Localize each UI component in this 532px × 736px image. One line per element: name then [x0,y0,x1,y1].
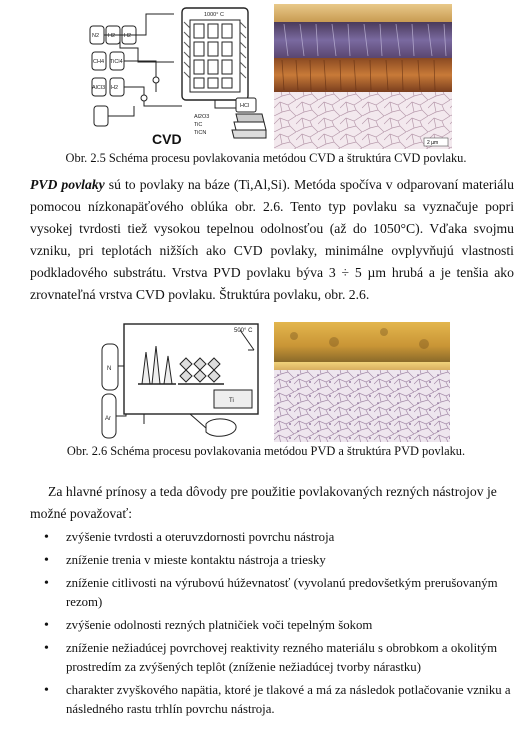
cvd-layer-3: TiCN [194,130,207,136]
figure-caption-cvd: Obr. 2.5 Schéma procesu povlakovania metódou CVD a štruktúra CVD povlaku. [65,151,467,165]
micro-scale-label: 2 µm [427,140,439,146]
pvd-gas-n: N [107,366,112,372]
cvd-hcl-label: HCl [240,103,250,109]
cvd-micrograph [274,4,452,149]
pvd-paragraph-text: sú to povlaky na báze (Ti,Al,Si). Metóda spočíva v odparovaní materiálu pomocou nízkonapäťového oblúka obr. 2.6. Tento typ povlaku sa vyznačuje popri vysokej tvrdosti tiež vysokou tepelnou odolnosťou (až do 1050°C). Vďaka svojmu vzniku, pri teplotách nižších ako CVD povlaky, minimálne ovplyvňujú vlastnosti podkladového substrátu. Vrstva PVD povlaku býva 3 ÷ 5 µm hrubá a je tenšia ako zrovnateľná vrstva CVD povlaku. Štruktúra povlaku, obr. 2.6. [30,177,514,302]
gas-bottles [90,26,136,126]
pvd-schematic [94,320,264,442]
list-item: • zvýšenie odolnosti rezných platničiek voči tepelným šokom [38,616,518,635]
cvd-diagram-title: CVD [152,131,182,147]
cvd-valve-6: AlCl3 [92,85,106,91]
pvd-micrograph [274,322,450,442]
cvd-valve-4: CH4 [93,59,105,65]
cvd-layer-1: Al2O3 [194,114,210,120]
benefits-intro: Za hlavné prínosy a teda dôvody pre použitie povlakovaných rezných nástrojov je možné považovať: [30,484,497,521]
pvd-term: PVD povlaky [30,177,105,192]
cvd-valve-5: TiCl4 [110,59,123,65]
pvd-furnace-temp: 500° C [234,328,253,334]
cvd-valve-3: H2 [124,33,132,39]
benefits-list [38,528,518,723]
pvd-gas-ar: Ar [105,416,111,422]
cvd-valve-7: H2 [111,85,119,91]
pvd-ti-label: Ti [229,398,234,404]
list-item: • zníženie citlivosti na výrubovú húževnatosť (vyvolanú predovšetkým prerušovaným rezom) [38,574,518,612]
cvd-valve-1: N2 [92,33,100,39]
pvd-paragraph [30,174,514,306]
list-item: • zníženie nežiadúcej povrchovej reaktivity rezného materiálu s obrobkom a okolitým prostredím za zvýšených teplôt (zníženie nežiadúcej tvorby nárastku) [38,639,518,677]
cvd-furnace-temp: 1000° C [204,12,224,18]
cvd-layer-2: TiC [194,122,203,128]
cvd-schematic [86,2,268,148]
figure-caption-pvd: Obr. 2.6 Schéma procesu povlakovania metódou PVD a štruktúra PVD povlaku. [66,444,466,458]
layer-inset [232,114,266,138]
list-item: • charakter zvyškového napätia, ktoré je tlakové a má za následok potlačovanie vzniku a následného rastu trhlín povrchu nástroja. [38,681,518,719]
cvd-valve-2: H2 [108,33,116,39]
list-item: • zvýšenie tvrdosti a oteruvzdornosti povrchu nástroja [38,528,518,547]
list-item: • zníženie trenia v mieste kontaktu nástroja a triesky [38,551,518,570]
